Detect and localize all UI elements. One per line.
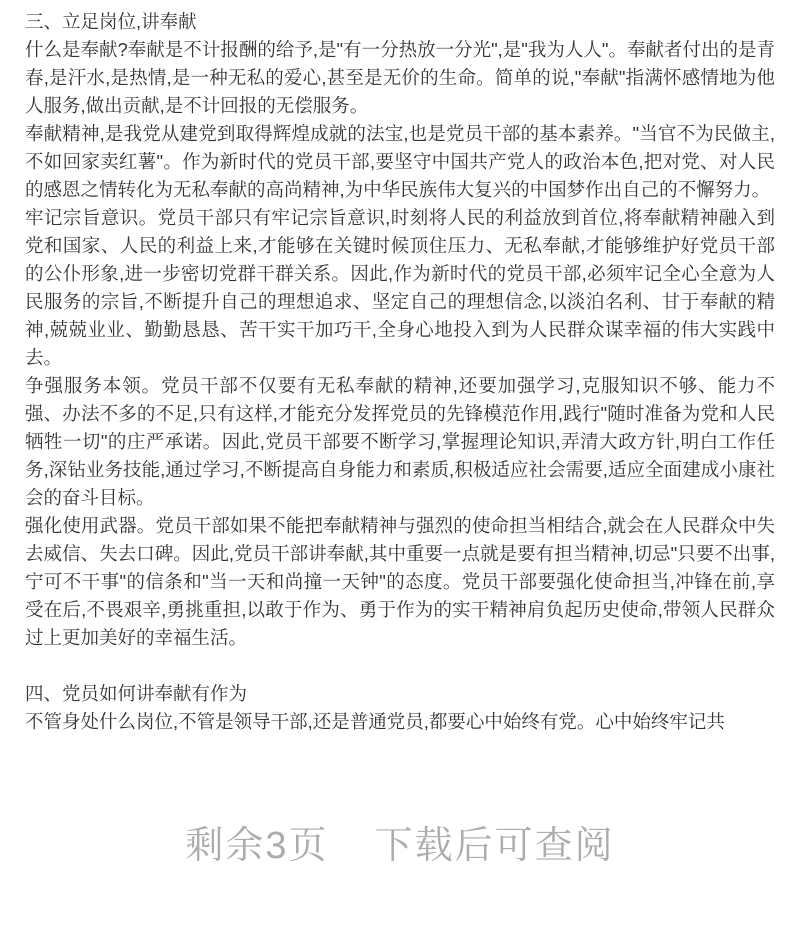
section-heading-four: 四、党员如何讲奉献有作为	[25, 683, 248, 704]
paragraph-purpose-awareness: 牢记宗旨意识。党员干部只有牢记宗旨意识,时刻将人民的利益放到首位,将奉献精神融入到党和国家、人民的利益上来,才能够在关键时候顶住压力、无私奉献,才能够维护好党员干部的公仆形象,进一步密切党群干群关系。因此,作为新时代的党员干部,必须牢记全心全意为人民服务的宗旨,不断提升自己的理想追求、坚定自己的理想信念,以淡泊名利、甘于奉献的精神,兢兢业业、勤勤恳恳、苦干实干加巧干,全身心地投入到为人民群众谋幸福的伟大实践中去。	[25, 207, 775, 368]
paragraph-service-ability: 争强服务本领。党员干部不仅要有无私奉献的精神,还要加强学习,克服知识不够、能力不强、办法不多的不足,只有这样,才能充分发挥党员的先锋模范作用,践行"随时准备为党和人民牺牲一切"的庄严承诺。因此,党员干部要不断学习,掌握理论知识,弄清大政方针,明白工作任务,深钻业务技能,通过学习,不断提高自身能力和素质,积极适应社会需要,适应全面建成小康社会的奋斗目标。	[25, 375, 775, 508]
paragraph-any-position: 不管身处什么岗位,不管是领导干部,还是普通党员,都要心中始终有党。心中始终牢记共	[25, 711, 725, 732]
section-heading-three: 三、立足岗位,讲奉献	[25, 11, 197, 32]
download-hint-label: 下载后可查阅	[374, 825, 615, 867]
blank-line	[25, 652, 775, 680]
paragraph-dedication-spirit: 奉献精神,是我党从建党到取得辉煌成就的法宝,也是党员干部的基本素养。"当官不为民做主,不如回家卖红薯"。作为新时代的党员干部,要坚守中国共产党人的政治本色,把对党、对人民的感恩之情转化为无私奉献的高尚精神,为中华民族伟大复兴的中国梦作出自己的不懈努力。	[25, 123, 775, 200]
pages-remaining-label: 剩余3页	[185, 825, 329, 867]
paragraph-what-is-dedication: 什么是奉献?奉献是不计报酬的给予,是"有一分热放一分光",是"我为人人"。奉献者付出的是青春,是汗水,是热情,是一种无私的爱心,甚至是无价的生命。简单的说,"奉献"指满怀感情地为他人服务,做出贡献,是不计回报的无偿服务。	[25, 39, 775, 116]
paragraph-strengthen-weapon: 强化使用武器。党员干部如果不能把奉献精神与强烈的使命担当相结合,就会在人民群众中失去威信、失去口碑。因此,党员干部讲奉献,其中重要一点就是要有担当精神,切忌"只要不出事,宁可不干事"的信条和"当一天和尚撞一天钟"的态度。党员干部要强化使命担当,冲锋在前,享受在后,不畏艰辛,勇挑重担,以敢于作为、勇于作为的实干精神肩负起历史使命,带领人民群众过上更加美好的幸福生活。	[25, 515, 775, 648]
remaining-pages-banner	[0, 824, 800, 870]
